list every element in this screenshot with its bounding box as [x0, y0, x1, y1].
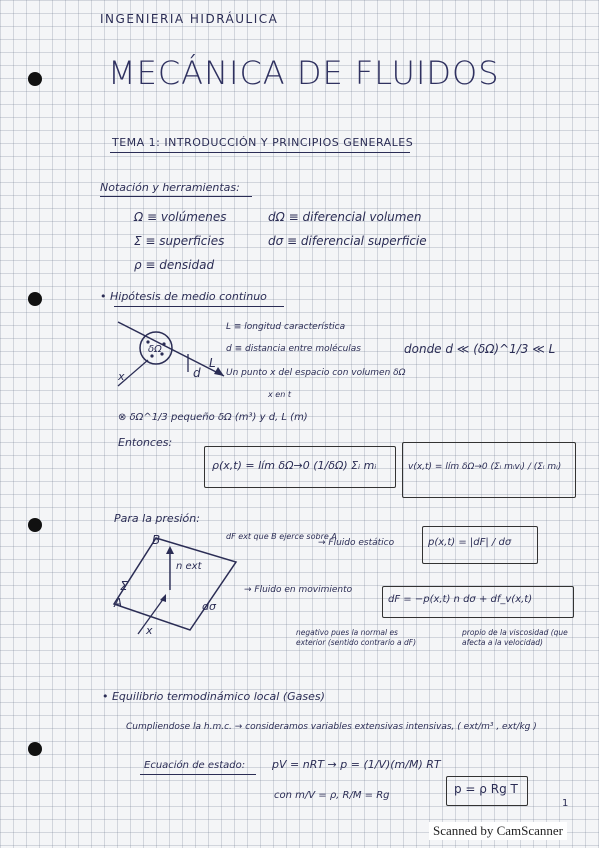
- estado-underline: [140, 774, 256, 775]
- binder-hole: [28, 742, 42, 756]
- pressure-note-viscosity: propio de la viscosidad (que afecta a la velocidad): [462, 628, 568, 647]
- notation-underline: [100, 196, 252, 197]
- diagram-L-label: L: [209, 356, 216, 370]
- state-equation-1: pV = nRT → p = (1/V)(m/M) RT: [272, 758, 441, 771]
- diagram-x-label: x: [118, 370, 125, 383]
- pressure-heading: Para la presión:: [114, 512, 200, 525]
- state-equation-2: con m/V = ρ, R/M = Rg: [274, 790, 390, 801]
- continuum-d-def: d ≡ distancia entre moléculas: [226, 344, 361, 354]
- result-equation: p = ρ Rg T: [454, 782, 518, 796]
- pressure-ds-label: dσ: [202, 600, 216, 613]
- binder-hole: [28, 292, 42, 306]
- notation-sigma: Σ ≡ superficies: [134, 234, 225, 248]
- pressure-A-label: A: [114, 596, 123, 610]
- binder-hole: [28, 518, 42, 532]
- pressure-note-negative: negativo pues la normal es exterior (sentido contrario a dF): [296, 628, 416, 647]
- estado-heading: Ecuación de estado:: [144, 760, 246, 771]
- pressure-equation: p(x,t) = |dF| / dσ: [428, 537, 512, 548]
- dF-equation: dF = −p(x,t) n dσ + df_v(x,t): [388, 594, 533, 605]
- continuum-L-def: L ≡ longitud característica: [226, 322, 346, 332]
- notation-rho: ρ ≡ densidad: [134, 258, 215, 272]
- pressure-B-label: B: [152, 533, 161, 547]
- scanner-watermark: Scanned by CamScanner: [429, 822, 567, 840]
- pressure-dF-label: dF ext que B ejerce sobre A: [226, 532, 337, 541]
- notation-dOmega: dΩ ≡ diferencial volumen: [268, 210, 422, 224]
- notation-omega: Ω ≡ volúmenes: [134, 210, 227, 224]
- page-number: 1: [562, 798, 569, 809]
- binder-hole: [28, 72, 42, 86]
- pressure-static: → Fluido estático: [318, 538, 395, 548]
- tema-underline: [110, 152, 410, 153]
- continuum-entonces: Entonces:: [118, 436, 173, 449]
- equilibrium-heading: • Equilibrio termodinámico local (Gases): [102, 690, 325, 703]
- diagram-d-label: d: [193, 366, 201, 380]
- notation-heading: Notación y herramientas:: [100, 181, 240, 194]
- continuum-donde: donde d ≪ (δΩ)^1/3 ≪ L: [404, 342, 556, 356]
- pressure-n-label: n ext: [176, 561, 202, 572]
- pressure-diagram: [108, 530, 258, 640]
- pressure-x-label: x: [146, 624, 153, 637]
- pressure-sigma-label: Σ: [120, 579, 128, 593]
- page-title: MECÁNICA DE FLUIDOS: [108, 54, 500, 92]
- tema-heading: TEMA 1: INTRODUCCIÓN Y PRINCIPIOS GENERALES: [112, 136, 414, 149]
- continuum-point: Un punto x del espacio con volumen δΩ: [226, 368, 406, 378]
- subject-heading: INGENIERIA HIDRÁULICA: [100, 12, 279, 26]
- notation-dSigma: dσ ≡ diferencial superficie: [268, 234, 427, 248]
- velocity-equation: v(x,t) = lím δΩ→0 (Σᵢ mᵢvᵢ) / (Σᵢ mᵢ): [408, 462, 562, 472]
- diagram-dOmega-label: δΩ: [148, 344, 162, 355]
- continuum-point-sub: x en t: [268, 390, 291, 399]
- continuum-underline: [114, 306, 284, 307]
- continuum-heading: • Hipótesis de medio continuo: [100, 290, 267, 303]
- equilibrium-line1: Cumpliendose la h.m.c. → consideramos variables extensivas intensivas, ( ext/m³ , ext/kg ): [126, 722, 537, 732]
- rho-equation: ρ(x,t) = lím δΩ→0 (1/δΩ) Σᵢ mᵢ: [212, 459, 377, 472]
- pressure-moving: → Fluido en movimiento: [244, 585, 353, 595]
- continuum-order: ⊗ δΩ^1/3 pequeño δΩ (m³) y d, L (m): [118, 412, 308, 423]
